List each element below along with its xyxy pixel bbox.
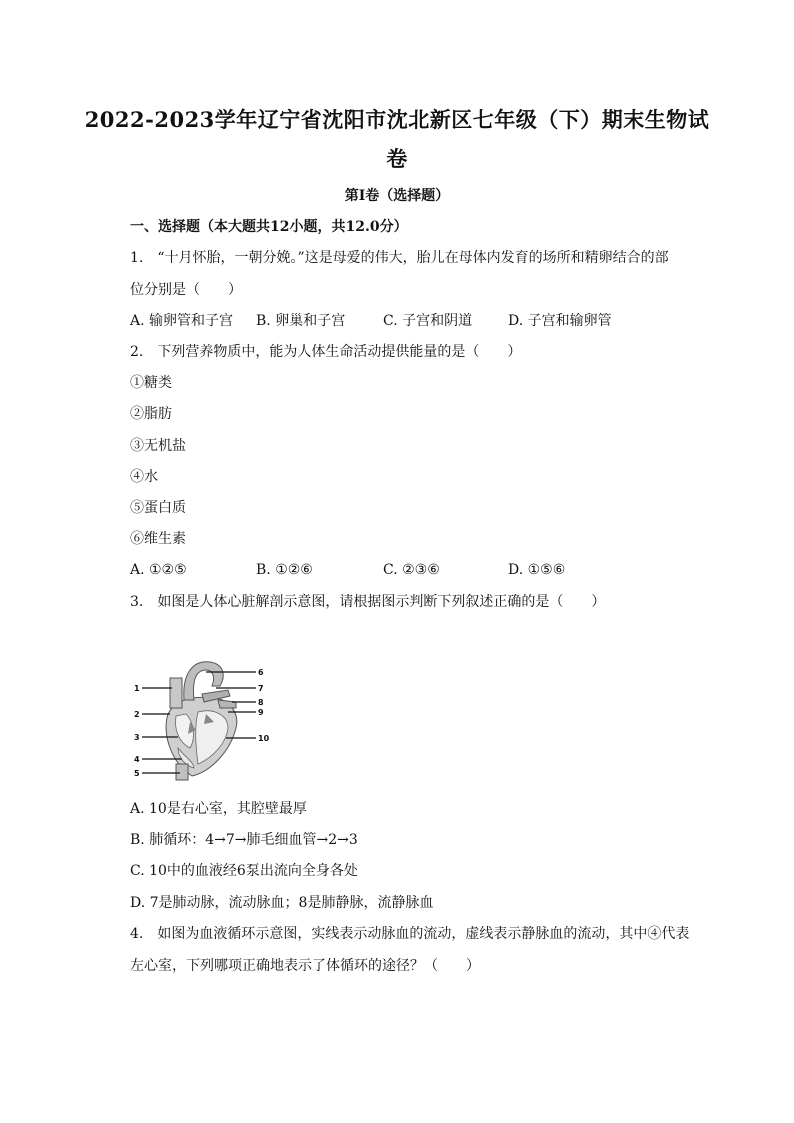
- figure-label-5: 5: [134, 769, 140, 778]
- q2-item-3: ③无机盐: [130, 438, 186, 454]
- figure-label-1: 1: [134, 684, 140, 693]
- figure-label-4: 4: [134, 755, 140, 764]
- q2-item-4: ④水: [130, 469, 158, 485]
- q2-item-5: ⑤蛋白质: [130, 500, 186, 516]
- q3-option-b[interactable]: B. 肺循环：4→7→肺毛细血管→2→3: [130, 832, 358, 848]
- q3-option-d[interactable]: D. 7是肺动脉，流动脉血；8是肺静脉，流静脉血: [130, 895, 434, 911]
- q1-option-d[interactable]: D. 子宫和输卵管: [508, 313, 612, 329]
- q1-option-b[interactable]: B. 卵巢和子宫: [256, 313, 346, 329]
- q1-option-a[interactable]: A. 输卵管和子宫: [130, 313, 234, 329]
- q2-option-a[interactable]: A. ①②⑤: [130, 562, 187, 578]
- q3-stem: 3. 如图是人体心脏解剖示意图，请根据图示判断下列叙述正确的是（ ）: [130, 594, 606, 610]
- figure-label-2: 2: [134, 710, 140, 719]
- figure-label-9: 9: [258, 708, 264, 717]
- q4-stem-line1: 4. 如图为血液循环示意图，实线表示动脉血的流动，虚线表示静脉血的流动，其中④代表: [130, 926, 690, 942]
- doc-title-line2: 卷: [386, 146, 408, 171]
- doc-title-line1: 2022-2023学年辽宁省沈阳市沈北新区七年级（下）期末生物试: [84, 107, 710, 132]
- heart-anatomy-illustration: [132, 652, 282, 782]
- figure-label-8: 8: [258, 698, 264, 707]
- q2-stem: 2. 下列营养物质中，能为人体生命活动提供能量的是（ ）: [130, 344, 522, 360]
- q1-option-c[interactable]: C. 子宫和阴道: [383, 313, 473, 329]
- figure-label-7: 7: [258, 684, 264, 693]
- q2-item-6: ⑥维生素: [130, 531, 186, 547]
- q4-stem-line2: 左心室，下列哪项正确地表示了体循环的途径？（ ）: [130, 958, 480, 974]
- q1-stem-line1: 1. “十月怀胎，一朝分娩。”这是母爱的伟大，胎儿在母体内发育的场所和精卵结合的部: [130, 250, 669, 266]
- q3-option-c[interactable]: C. 10中的血液经6泵出流向全身各处: [130, 863, 358, 879]
- q2-option-c[interactable]: C. ②③⑥: [383, 562, 440, 578]
- section-heading: 一、选择题（本大题共12小题，共12.0分）: [130, 219, 408, 235]
- q2-item-1: ①糖类: [130, 375, 172, 391]
- heart-diagram: [132, 652, 282, 782]
- q2-option-d[interactable]: D. ①⑤⑥: [508, 562, 566, 578]
- part-heading: 第I卷（选择题）: [344, 188, 450, 204]
- q2-option-b[interactable]: B. ①②⑥: [256, 562, 313, 578]
- q1-stem-line2: 位分别是（ ）: [130, 282, 242, 298]
- figure-label-6: 6: [258, 668, 264, 677]
- figure-label-3: 3: [134, 733, 140, 742]
- figure-label-10: 10: [258, 734, 270, 743]
- q3-option-a[interactable]: A. 10是右心室，其腔壁最厚: [130, 801, 307, 817]
- q2-item-2: ②脂肪: [130, 406, 172, 422]
